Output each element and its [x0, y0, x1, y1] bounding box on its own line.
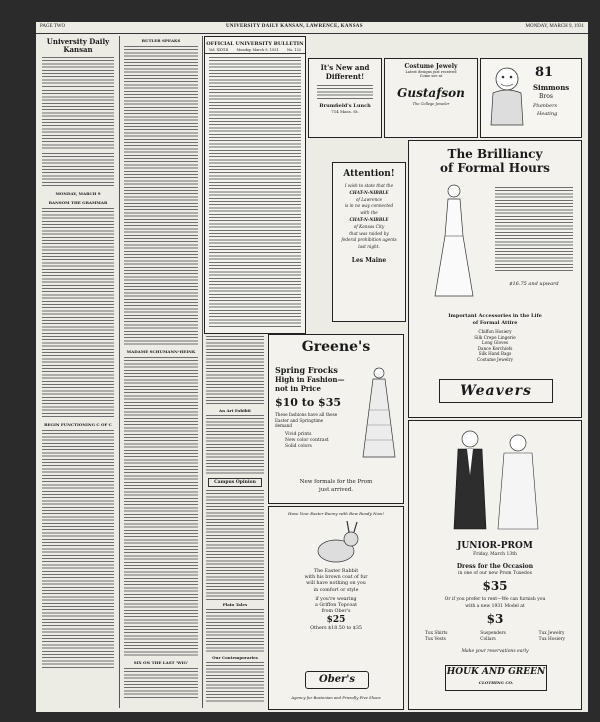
campus-opinion-text — [206, 490, 264, 600]
wig-head: SIX ON THE LAST 'WIG' — [133, 660, 189, 665]
plumber-name: Simmons — [533, 83, 570, 92]
brilliancy-line2: of Formal Hours — [440, 161, 550, 175]
accessory-item: Dance Kerchiefs — [477, 345, 513, 351]
issue-date: MONDAY, MARCH 9, 1931 — [525, 24, 584, 29]
junior-prom-head: JUNIOR-PROM — [457, 541, 533, 551]
attention-head: Attention! — [343, 169, 395, 179]
rabbit-illustration — [301, 521, 371, 565]
ad-brumfield — [308, 58, 382, 138]
accessories-line1: Important Accessories in the Life — [448, 313, 542, 319]
brumfield-name: Brumfield's Lunch — [319, 103, 371, 109]
plumber-trade: Plumbers — [533, 103, 558, 109]
ober-footer: Agency for Bostonian and Friendly Five Shoes — [291, 695, 381, 700]
brilliancy-copy — [495, 187, 573, 271]
greene-d1: These fashions have all these — [275, 412, 338, 417]
greene-formal-2: just arrived. — [319, 487, 353, 493]
accessories-line2: of Formal Attire — [472, 320, 518, 326]
ober-copy — [269, 569, 403, 633]
junior-item: Tux Hosiery — [538, 637, 565, 642]
staff-list — [42, 90, 114, 150]
butler-head: BUTLER SPEAKS — [141, 38, 181, 43]
plumber-illustration — [485, 63, 529, 133]
page-number: PAGE TWO — [40, 24, 66, 29]
editorial-head-1: RANSOM THE GRAMMAR — [48, 200, 108, 205]
greene-c1: Vivid prints — [285, 431, 312, 437]
masthead-details — [42, 57, 114, 87]
editorial-text-1 — [42, 208, 114, 418]
houk-green-logo — [445, 665, 547, 691]
junior-l5: Make your reservations early — [461, 649, 529, 654]
editorial-text-2 — [42, 430, 114, 670]
brumfield-copy — [317, 85, 373, 99]
ober-bunny3: will have nothing on you — [306, 581, 366, 587]
greene-l3: not in Price — [275, 384, 321, 393]
attention-body: I wish to state that the CHAT-N-NIBBLE of Lawrence is in no way connected with the CHAT-N-NIBBLE of Kansas City that was raided by federal prohibition agents last night. — [341, 183, 397, 250]
plumber-phone: 81 — [535, 65, 554, 80]
masthead: UNIVERSITY DAILY KANSAN, LAWRENCE, KANSAS — [226, 24, 363, 29]
brumfield-line2: Different! — [325, 72, 365, 81]
editorial-date: MONDAY, MARCH 9 — [55, 191, 101, 196]
bulletin-vol: Vol. XXVIII — [209, 48, 229, 52]
gustafson-tag: The College Jeweler — [412, 102, 450, 106]
attention-signature: Les Maine — [351, 256, 387, 264]
brilliancy-line1: The Brilliancy — [447, 147, 543, 161]
ober-wear: if you're wearing — [315, 596, 357, 602]
art-exhibit-text — [206, 415, 264, 475]
junior-date: Friday, March 13th — [473, 552, 517, 557]
junior-item: Collars — [480, 637, 496, 642]
greene-copy — [275, 365, 355, 450]
art-exhibit-head: An Art Exhibit — [219, 408, 251, 413]
costume-head: Costume Jewely — [404, 63, 458, 70]
junior-item: Tux Jewelry — [538, 631, 565, 636]
bulletin-date: Monday, March 9, 1931 — [236, 48, 279, 52]
gustafson-logo: Gustafson — [397, 86, 465, 100]
ad-houk-green — [408, 420, 582, 710]
schumann-head: MADAME SCHUMANN-HEINK — [126, 349, 196, 354]
weavers-logo: Weavers — [439, 379, 553, 403]
costume-sub1: Latest designs just received — [405, 70, 457, 74]
contemporaries-head: Our Contemporaries — [212, 655, 258, 660]
bulletin-title: OFFICIAL UNIVERSITY BULLETIN — [206, 41, 304, 47]
column-two — [122, 36, 200, 708]
ober-logo: Ober's — [305, 671, 369, 689]
greene-c2: New color contrast — [285, 437, 329, 443]
plain-tales-text — [206, 609, 264, 653]
bulletin-notices — [209, 57, 301, 327]
houk-green-sub: CLOTHING CO. — [478, 680, 514, 685]
wig-text — [124, 668, 198, 698]
header-rule — [36, 33, 588, 34]
ober-bunny1: The Easter Rabbit — [313, 569, 359, 574]
gown-illustration — [429, 181, 479, 301]
ober-price: $25 — [326, 615, 346, 626]
accessory-item: Costume Jewelry — [477, 356, 513, 362]
column-divider — [119, 36, 120, 708]
houk-green-name: HOUK AND GREEN — [446, 667, 546, 677]
plumber-heating: Heating — [537, 111, 558, 117]
accessories-list — [409, 329, 581, 362]
butler-text — [124, 46, 198, 346]
official-bulletin — [204, 36, 306, 334]
junior-l3: Or if you prefer to rent—We can furnish you — [444, 597, 546, 602]
greene-name: Greene's — [301, 339, 371, 355]
accessory-item: Silk Crepe Lingerie — [474, 334, 516, 340]
junior-price2: $3 — [486, 612, 504, 626]
paper-title: University Daily Kansan — [46, 37, 110, 54]
bulletin-meta — [205, 47, 305, 54]
costume-sub2: Come see at — [419, 74, 443, 78]
junior-l1: Dress for the Occasion — [456, 563, 534, 570]
greene-l1: Spring Frocks — [275, 365, 338, 375]
junior-l4: with a new 1931 Model at — [465, 604, 525, 609]
plain-tales-head: Plain Tales — [222, 602, 248, 607]
brumfield-line1: It's New and — [320, 63, 370, 72]
ad-simmons — [480, 58, 582, 138]
staff-list-2 — [42, 153, 114, 187]
greene-price: $10 to $35 — [275, 396, 341, 409]
greene-c3: Solid colors — [285, 443, 312, 449]
greene-d2: Easter and Springtime — [275, 417, 324, 423]
plumber-bros: Bros — [539, 93, 553, 100]
ober-bunny2: with his brown coat of fur — [304, 575, 368, 581]
newspaper-page — [36, 22, 588, 712]
ad-gustafson — [384, 58, 478, 138]
column-editorial — [40, 36, 116, 708]
junior-l2: in one of our new Prom Tuxedos — [458, 571, 532, 576]
frock-illustration — [359, 365, 399, 461]
page-header — [36, 22, 588, 32]
column-divider — [202, 36, 203, 708]
campus-opinion-head: Campus Opinion — [208, 478, 262, 487]
tuxedo-illustration — [440, 425, 550, 535]
ober-from: from Ober's — [321, 609, 351, 615]
schumann-text — [124, 357, 198, 657]
column-three — [204, 334, 266, 708]
junior-item: Suspenders — [480, 631, 506, 636]
accessory-item: Long Gloves — [481, 340, 509, 345]
contemporaries-text — [206, 662, 264, 702]
greene-formal-1: New formals for the Prom — [299, 479, 373, 485]
accessory-item: Chiffon Hosiery — [478, 329, 512, 334]
news-text — [206, 336, 264, 406]
accessory-item: Silk Hand Bags — [478, 351, 512, 356]
greene-d3: demand — [275, 423, 293, 428]
junior-item: Tux Vests — [425, 637, 446, 642]
brilliancy-price: $16.75 and upward — [509, 281, 559, 287]
junior-item: Tux Shirts — [425, 631, 448, 636]
ad-weavers — [408, 140, 582, 418]
editorial-head-2: BEGIN FUNCTIONING C OF C — [44, 422, 112, 427]
ad-obers — [268, 506, 404, 710]
junior-price: $35 — [482, 579, 508, 593]
junior-items — [425, 631, 565, 643]
bulletin-no: No. 132 — [286, 48, 301, 52]
ober-others: Others $18.50 to $35 — [310, 626, 362, 632]
brumfield-addr: 714 Mass. St. — [331, 109, 359, 114]
ad-attention — [332, 162, 406, 322]
ober-top: Have Your Easter Bunny with Bow Ready Now! — [288, 511, 384, 516]
greene-l2: High in Fashion— — [275, 375, 345, 384]
ad-greenes — [268, 334, 404, 504]
ober-hat: a Griffon Topcoat — [314, 603, 358, 609]
ober-bunny4: in comfort or style — [313, 587, 359, 593]
